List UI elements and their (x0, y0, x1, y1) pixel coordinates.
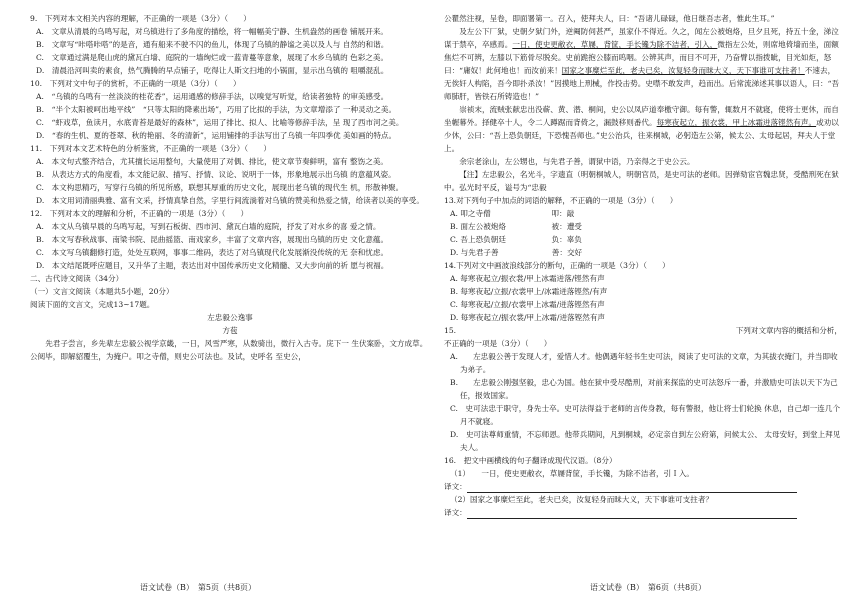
q9-option-c: C. 文章通过满是爬山虎的黛瓦白墙、庭院的一墙绚烂或一蓝青蔓等意象，展现了水乡乌镇的 色彩之美。 (36, 53, 389, 62)
q9-option-a: A. 文章从清晨的乌鸣写起，对乌镇进行了多角度的描绘，将一幅幅美宁静、生机盎然的画卷 铺展开来。 (36, 27, 389, 36)
answer-blank-2[interactable] (467, 509, 797, 519)
question-9-stem: 9. 下列对本文相关内容的理解，不正确的一项是（3分）（ ） (30, 14, 251, 23)
q10-option-d: D. “春的生机、夏的苍翠、秋的艳丽、冬的清新”，运用铺排的手法写出了乌镇一年四季优 美如画的特点。 (36, 131, 397, 140)
p2-underline-2: 国家之事糜烂至此，老夫已矣，汝复轻身而昧大义，天下事谁可支拄者！ (561, 66, 805, 75)
q15-number: 15. (444, 326, 457, 335)
q11-option-a: A. 本文句式整齐结合，尤其擅长运用整句，大量使用了对偶、排比，使文章节奏鲜明，富有 整饬之美。 (36, 157, 389, 166)
q11-option-b: B. 从表达方式的角度看，本文能记叙、描写、抒情、议论、说明于一体，形象地展示出乌镇 的意蕴风姿。 (36, 170, 396, 179)
reading-instruction: 阅读下面的文言文，完成13~17题。 (30, 300, 155, 309)
q15-option-a: A. 左忠毅公善于发现人才，爱惜人才。他偶遇年轻书生史可法，阅读了史可法的文章，为其拔衣掩门，并当即收为弟子。 (450, 352, 838, 374)
q16-answer-line-2 (444, 506, 842, 519)
passage-title: 左忠毅公逸事 (207, 313, 253, 322)
passage-paragraph-2 (444, 25, 842, 103)
question-11-stem: 11. 下列对本文艺术特色的分析鉴赏，不正确的一项是（3分）（ ） (30, 144, 271, 153)
q13-option-b: B. 面左公被炮烙 被：遭受 (450, 222, 582, 231)
q15-stem-part2: 不正确的一项是（3分）（ ） (444, 339, 552, 348)
q10-option-a: A. “乌镇的乌鸣有一丝淡淡的桂花香”，运用通感的修辞手法，以嗅觉写听觉，给读者独特 的审美感受。 (36, 92, 389, 101)
q10-option-c: C. “虾戏草，鱼读月，水底青苔是最好的森林”，运用了排比、拟人、比喻等修辞手法，呈 现了西市河之美。 (36, 118, 404, 127)
q13-option-c: C. 吾上恐负朝廷 负：辜负 (450, 235, 582, 244)
q14-option-c: C. 每寒夜起/立振/衣裳甲上冰霜/迸落铿然有声 (450, 300, 605, 309)
q13-option-d: D. 与先君子善 善：交好 (450, 248, 583, 257)
q14-option-d: D. 每寒夜起立/振衣裳/甲上冰霜/迸落铿然有声 (450, 313, 606, 322)
q15-option-c: C. 史可法忠于职守，身先士卒。史可法得益于老师的言传身教，每有警报，他让将士们轮换 休息，自己却一连几个月不就寝。 (450, 404, 841, 426)
p3-text-b: 或劝以少休，公曰：“吾上恐负朝廷，下恐愧吾师也。”史公治兵，往来桐城，必躬造左公第，候太公、太母起居，拜夫人于堂上。 (444, 118, 839, 153)
passage-paragraph-1: 先君子尝言，乡先辈左忠毅公视学京畿，一日，风雪严寒，从数骑出，微行入古寺。庑下一 生伏案卧，文方成草。公阅毕，即解貂覆生，为掩户。叩之寺僧，则史公可法也。及试，史呼名 至史公， (30, 339, 428, 361)
q16-sentence-1: （1） 一日，使史更敝衣，草屦背筐，手长镵，为除不洁者，引Ｉ入。 (450, 469, 695, 478)
question-14-stem: 14.下列对文中画波浪线部分的断句，正确的一项是（3分）（ ） (444, 261, 670, 270)
question-13-stem: 13.对下列句子中加点的词语的解释，不正确的一项是（3分）（ ） (444, 196, 678, 205)
q11-option-d: D. 本文用词清丽典雅、富有文采，抒情真挚自然，字里行间流淌着对乌镇的赞美和热爱之情，给读者以美的享受。 (36, 196, 424, 205)
question-16-stem: 16. 把文中画横线的句子翻译成现代汉语。（8分） (444, 456, 617, 465)
q16-answer-line-1 (444, 480, 842, 493)
q9-option-d: D. 清晨沿河叫卖的素食，热气腾腾的早点铺子，吃得让人斯文扫地的小锅面，显示出乌镇的 咀嚼混乱。 (36, 66, 389, 75)
section-2a-heading: （一）文言文阅读（本题共5小题，20分） (30, 287, 174, 296)
passage-author: 方苞 (222, 326, 238, 335)
p2-text-c: 不速去，无俟奸人构陷，吾今即扑杀汝！”因摸地上刑械，作投击势。史噤不敢发声，趋而出。后常流涕述其事以语人，曰：“吾师肺肝，皆铁石所铸造也！” (444, 66, 840, 101)
answer-label-1: 译文： (444, 482, 467, 491)
q14-option-a: A. 每寒夜起立/振衣裳/甲上冰霜迸落/铿然有声 (450, 274, 605, 283)
question-15-stem (444, 324, 842, 337)
q9-option-b: B. 文章写“咔嗒咔嗒”的是音，通有船来不驶不闪的鱼儿，体现了乌镇的静谧之美以及人与 自然的和谐。 (36, 40, 389, 49)
p3-wavy-line: 每寒夜起立，振衣裳，甲上冰霜迸落铿然有声。 (656, 118, 817, 127)
q12-option-b: B. 本文写春秋战事、南梁书院、昆曲摇篮、南戏家乡，丰富了文章内容，展现出乌镇的历史 文化意蕴。 (36, 235, 389, 244)
left-page (30, 12, 430, 363)
answer-label-2: 译文： (444, 508, 467, 517)
passage-paragraph-3 (444, 103, 842, 155)
page-footer-right: 语文试卷（B） 第6页（共8页） (590, 583, 707, 592)
p2-text-b: 微指左公处，则席地倚墙而坐，面额焦烂不可辨，左膝以下筋骨尽脱矣。史前跪抱公膝而呜咽。公辨其声，而目不可开，乃奋臂以指拨眦，目光如炬，怒曰：“庸奴！此何地也！而汝前来！ (444, 40, 839, 75)
q14-option-b: B. 每寒夜起/立振/衣裳甲上/冰霜迸落铿然/有声 (450, 287, 608, 296)
p2-underline-1: 一日，使史更敝衣，草屦，背筐，手长镵为除不洁者，引入， (512, 40, 718, 49)
q12-option-d: D. 本文结尾既呼应题目，又升华了主题，表达出对中国传承历史文化精髓、又大步向前的祈 愿与祝福。 (36, 261, 389, 270)
q13-option-a: A. 叩之寺僧 叩：敲 (450, 209, 575, 218)
question-10-stem: 10. 下列对文中句子的赏析，不正确的一项是（3分）（ ） (30, 79, 241, 88)
passage-paragraph-1-cont: 公瞿然注视，呈卷，即面署第一。召入，使拜夫人，曰：“吾诸儿碌碌，他日继吾志者，惟此生耳。” (444, 14, 775, 23)
page-footer-left: 语文试卷（B） 第5页（共8页） (140, 583, 257, 592)
right-page (444, 12, 842, 519)
question-12-stem: 12. 下列对本文的理解和分析，不正确的一项是（3分）（ ） (30, 209, 249, 218)
q12-option-c: C. 本文写乌镇翻修打造，处处互联网，事事二维码，表达了对乌镇现代化发展渐没传统的无 奈和忧虑。 (36, 248, 389, 257)
q10-option-b: B. “半个太阳被呵出地平线” “只等太阳的降素出场”，巧用了比拟的手法，为文章增添了 一种灵动之美。 (36, 105, 397, 114)
q12-option-a: A. 本文从乌镇早晨的乌鸣写起，写到石板街、西市河、黛瓦白墙的庭院，抒发了对水乡的喜 爱之情。 (36, 222, 381, 231)
q15-option-d: D. 史可法尊师重情，不忘师恩。他带兵期间，凡到桐城，必定亲自到左公府第，问候太公、 太母安好，到堂上拜见夫人。 (450, 430, 841, 452)
p3-text-a: 崇祯末，流贼张献忠出没蕲、黄、潜、桐间，史公以凤庐道奉檄守御。每有警，辄数月不就寝，使将士更休，而自坐幄幕外。择健卒十人，令二人蹲踞而背倚之，漏鼓移则番代。 (444, 105, 839, 127)
answer-blank-1[interactable] (467, 483, 797, 493)
q16-sentence-2: （2）国家之事糜烂至此，老夫已矣，汝复轻身而昧大义，天下事谁可支拄者？ (450, 495, 714, 504)
q11-option-c: C. 本文构思精巧，写穿行乌镇的所见所感，联想其厚重的历史文化，展现出老乌镇的现代生 机，形散神聚。 (36, 183, 404, 192)
q15-stem-part1: 下列对文章内容的概括和分析， (735, 326, 842, 335)
passage-paragraph-4: 余宗老涂山，左公甥也，与先君子善，谓狱中语，乃亲得之于史公云。 (459, 157, 695, 166)
q15-option-b: B. 左忠毅公刚强坚毅，忠心为国。他在狱中受尽酷刑，对前来探监的史可法怒斥一番，并激励史可法以天下为己任，报效国家。 (450, 378, 838, 400)
passage-note: 【注】左忠毅公，名光斗，字遗直（明朝桐城人，明朝官员，是史可法的老师。因弹劾宦官魏忠贤，受酷刑死在狱中。弘光时平反，谥号为“忠毅 (444, 170, 839, 192)
section-2-heading: 二、古代诗文阅读（34分） (30, 274, 124, 283)
p2-text-a: 及左公下厂狱，史朝夕狱门外，逆阉防伺甚严，虽家仆不得近。久之，闻左公被炮烙，旦夕且死，持五十金，涕泣谋于禁卒，卒感焉。 (444, 27, 839, 49)
